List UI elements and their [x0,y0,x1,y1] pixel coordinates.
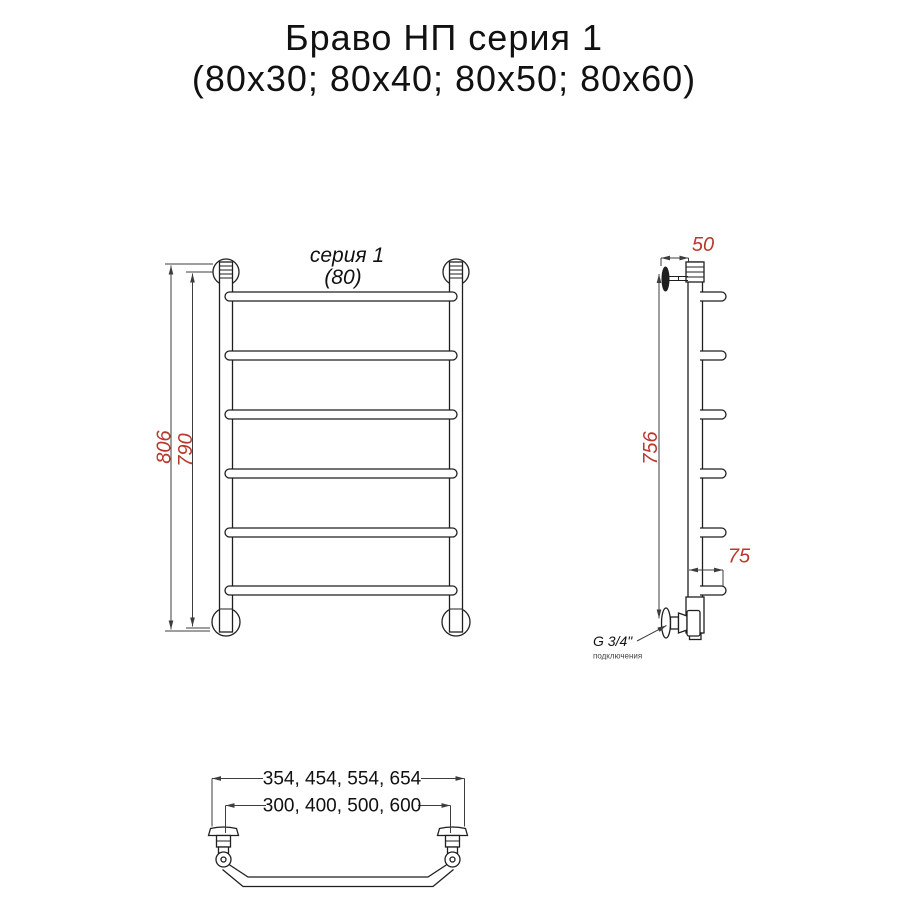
side-dim-756 [640,274,662,619]
side-bottom-fitting [662,597,705,640]
front-dim-790 [175,272,219,628]
side-dim-50 [661,234,714,266]
page-subtitle-sizes: (80x30; 80x40; 80x50; 80x60) [191,58,697,99]
page-title: Браво НП серия 1 [285,17,603,58]
side-post [688,262,703,633]
thread-note: подключения [593,651,643,661]
width-label: (80) [324,266,362,289]
bottom-dim-inner [226,796,451,834]
front-view [154,244,471,636]
side-top-collar [686,262,704,282]
bottom-left-mount [209,827,239,867]
side-view [593,234,751,661]
bottom-view [209,769,468,887]
thread-callout [593,626,667,661]
front-rungs [225,292,457,595]
front-mount-rings [212,259,470,636]
bottom-right-mount [438,827,468,867]
series-label: серия 1 [309,244,385,267]
side-rung-stubs [700,292,726,595]
side-top-wall-bracket [662,267,688,291]
thread-size-label: G 3/4" [593,633,633,649]
dim-label-inner-widths: 300, 400, 500, 600 [262,795,422,817]
dim-label-756: 756 [640,431,662,465]
bottom-tube [223,865,454,887]
dim-label-75: 75 [727,545,751,568]
dim-label-806: 806 [153,430,176,464]
dim-label-790: 790 [175,433,197,467]
front-posts [220,262,463,632]
dim-label-outer-widths: 354, 454, 554, 654 [262,768,422,790]
dim-label-50: 50 [691,234,715,256]
